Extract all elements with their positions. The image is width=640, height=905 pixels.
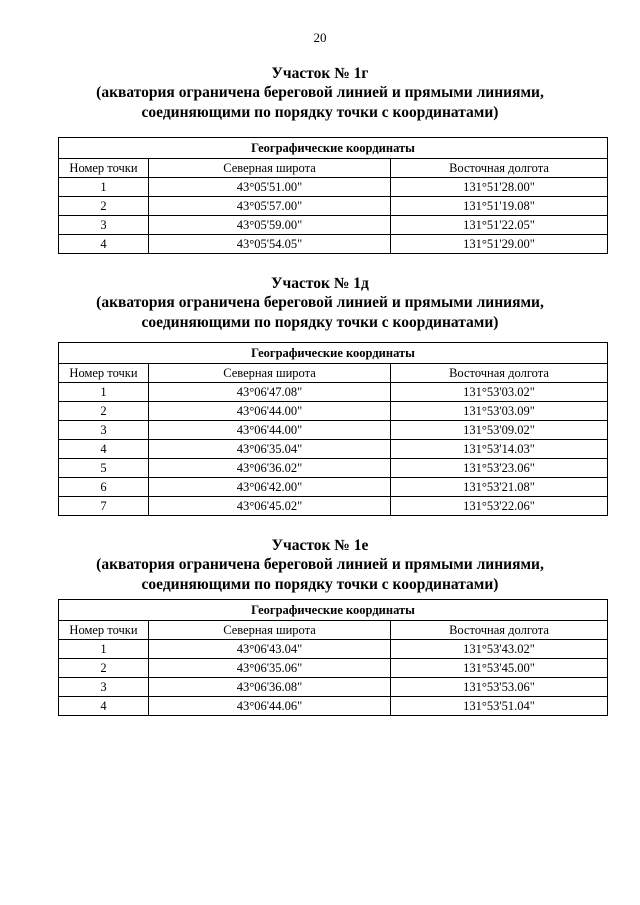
table-row [59,440,608,459]
cell-point-number: 3 [59,421,149,440]
table-header-row [59,364,608,383]
cell-longitude: 131°53'53.06" [391,678,608,697]
cell-latitude: 43°05'59.00" [149,216,391,235]
table-row [59,216,608,235]
cell-longitude: 131°51'28.00" [391,178,608,197]
cell-longitude: 131°53'43.02" [391,640,608,659]
section-title: Участок № 1е [271,537,369,554]
table-row [59,197,608,216]
section-subtitle-line2: соединяющими по порядку точки с координатами) [141,103,499,121]
table-group-header-row [59,343,608,364]
column-header-longitude: Восточная долгота [391,621,608,640]
cell-point-number: 2 [59,402,149,421]
table-group-header: Географические координаты [59,343,608,364]
cell-longitude: 131°53'21.08" [391,478,608,497]
cell-point-number: 4 [59,697,149,716]
column-header-point-number: Номер точки [59,364,149,383]
table-row [59,383,608,402]
coordinates-table-1g [58,137,608,254]
cell-latitude: 43°06'44.00" [149,402,391,421]
cell-latitude: 43°06'47.08" [149,383,391,402]
table-row [59,697,608,716]
cell-point-number: 4 [59,440,149,459]
section-subtitle-line2: соединяющими по порядку точки с координатами) [141,575,499,593]
table-group-header-row [59,138,608,159]
cell-longitude: 131°53'09.02" [391,421,608,440]
table-header-row [59,621,608,640]
cell-point-number: 2 [59,659,149,678]
table-row [59,402,608,421]
cell-longitude: 131°53'45.00" [391,659,608,678]
coordinates-table-1e [58,599,608,716]
table-row [59,235,608,254]
cell-point-number: 7 [59,497,149,516]
cell-latitude: 43°06'35.06" [149,659,391,678]
cell-point-number: 2 [59,197,149,216]
cell-longitude: 131°53'51.04" [391,697,608,716]
section-subtitle-line1: (акватория ограничена береговой линией и прямыми линиями, [96,84,544,101]
cell-latitude: 43°06'35.04" [149,440,391,459]
column-header-longitude: Восточная долгота [391,364,608,383]
coordinates-table-1d [58,342,608,516]
table-group-header: Географические координаты [59,138,608,159]
table-row [59,459,608,478]
page-number: 20 [313,30,327,45]
cell-latitude: 43°06'44.06" [149,697,391,716]
table-group-header-row [59,600,608,621]
cell-point-number: 1 [59,640,149,659]
cell-latitude: 43°06'44.00" [149,421,391,440]
cell-latitude: 43°06'36.08" [149,678,391,697]
table-row [59,178,608,197]
cell-point-number: 3 [59,678,149,697]
section-title: Участок № 1г [271,65,369,82]
cell-longitude: 131°53'22.06" [391,497,608,516]
cell-point-number: 6 [59,478,149,497]
table-group-header: Географические координаты [59,600,608,621]
column-header-latitude: Северная широта [149,364,391,383]
cell-latitude: 43°06'45.02" [149,497,391,516]
section-1e-heading [0,536,640,594]
cell-latitude: 43°05'57.00" [149,197,391,216]
cell-longitude: 131°51'29.00" [391,235,608,254]
column-header-point-number: Номер точки [59,159,149,178]
cell-point-number: 5 [59,459,149,478]
cell-longitude: 131°51'19.08" [391,197,608,216]
cell-point-number: 3 [59,216,149,235]
cell-longitude: 131°53'14.03" [391,440,608,459]
table-row [59,678,608,697]
section-1d-heading [0,274,640,332]
section-1g-heading [0,64,640,122]
table-row [59,659,608,678]
cell-latitude: 43°06'43.04" [149,640,391,659]
table-row [59,640,608,659]
cell-point-number: 1 [59,178,149,197]
cell-point-number: 1 [59,383,149,402]
column-header-point-number: Номер точки [59,621,149,640]
cell-latitude: 43°05'54.05" [149,235,391,254]
section-subtitle-line1: (акватория ограничена береговой линией и прямыми линиями, [96,294,544,311]
cell-latitude: 43°05'51.00" [149,178,391,197]
cell-latitude: 43°06'36.02" [149,459,391,478]
section-subtitle-line1: (акватория ограничена береговой линией и прямыми линиями, [96,556,544,573]
table-row [59,478,608,497]
table-header-row [59,159,608,178]
table-row [59,421,608,440]
column-header-longitude: Восточная долгота [391,159,608,178]
cell-point-number: 4 [59,235,149,254]
cell-longitude: 131°53'23.06" [391,459,608,478]
cell-latitude: 43°06'42.00" [149,478,391,497]
cell-longitude: 131°53'03.09" [391,402,608,421]
cell-longitude: 131°51'22.05" [391,216,608,235]
section-subtitle-line2: соединяющими по порядку точки с координатами) [141,313,499,331]
table-row [59,497,608,516]
cell-longitude: 131°53'03.02" [391,383,608,402]
column-header-latitude: Северная широта [149,159,391,178]
column-header-latitude: Северная широта [149,621,391,640]
section-title: Участок № 1д [271,275,369,292]
